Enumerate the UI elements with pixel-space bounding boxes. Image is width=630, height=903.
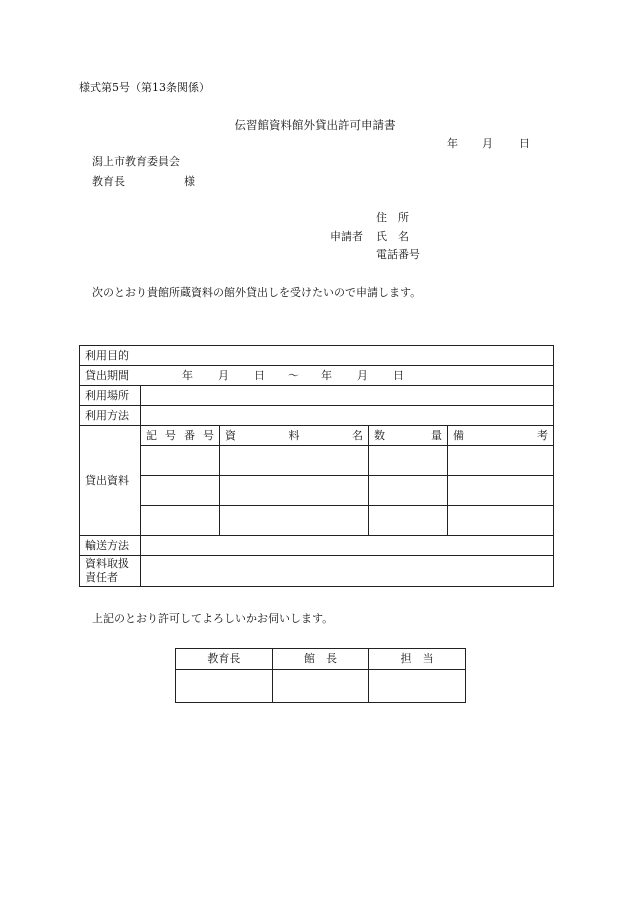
approval-header-row (176, 649, 466, 670)
place-label: 利用場所 (80, 386, 141, 406)
material-code-cell[interactable] (141, 506, 220, 536)
material-remarks-cell[interactable] (448, 506, 554, 536)
place-value[interactable] (141, 386, 554, 406)
closing-statement: 上記のとおり許可してよろしいかお伺いします。 (92, 612, 334, 625)
period-month-end: 月 (357, 368, 368, 382)
approval-table (175, 648, 466, 703)
date-month: 月 (482, 137, 493, 150)
material-quantity-cell[interactable] (369, 506, 448, 536)
transport-row (80, 536, 554, 556)
material-name-cell[interactable] (220, 506, 369, 536)
code-header-char: 号 (203, 428, 214, 442)
remarks-header (448, 426, 554, 446)
addressee-honorific: 様 (184, 175, 195, 188)
remarks-header-char: 備 (453, 428, 464, 442)
approval-header-director: 館 長 (272, 649, 369, 670)
quantity-header-char: 数 (374, 428, 385, 442)
material-quantity-cell[interactable] (369, 476, 448, 506)
approval-seal-director[interactable] (272, 670, 369, 703)
applicant-address-label: 住 所 (376, 211, 409, 224)
addressee-title (92, 175, 195, 189)
material-name-cell[interactable] (220, 476, 369, 506)
purpose-label: 利用目的 (80, 346, 554, 366)
period-row (80, 366, 554, 386)
form-reference: 様式第5号（第13条関係） (79, 81, 210, 94)
code-header-char: 記 (146, 428, 157, 442)
name-header-char: 料 (288, 428, 300, 442)
applicant-name-label: 氏 名 (376, 230, 409, 243)
code-header-char: 番 (184, 428, 195, 442)
applicant-phone-label: 電話番号 (376, 248, 420, 261)
period-cell (80, 366, 554, 386)
handler-value[interactable] (141, 556, 554, 587)
handler-label-line1: 資料取扱 (85, 557, 129, 570)
code-header-char: 号 (165, 428, 176, 442)
material-name-header (220, 426, 369, 446)
purpose-row (80, 346, 554, 366)
method-label: 利用方法 (80, 406, 141, 426)
code-header (141, 426, 220, 446)
material-remarks-cell[interactable] (448, 476, 554, 506)
name-header-char: 名 (352, 428, 363, 442)
date-line (447, 137, 530, 151)
method-row (80, 406, 554, 426)
material-quantity-cell[interactable] (369, 446, 448, 476)
period-month-start: 月 (218, 368, 229, 382)
period-day-end: 日 (393, 368, 404, 382)
period-year-start: 年 (182, 368, 193, 382)
addressee-position: 教育長 (92, 175, 125, 188)
method-value[interactable] (141, 406, 554, 426)
period-label: 貸出期間 (85, 368, 129, 382)
materials-label: 貸出資料 (80, 426, 141, 536)
intro-statement: 次のとおり貴館所蔵資料の館外貸出しを受けたいので申請します。 (92, 286, 422, 299)
approval-seal-row (176, 670, 466, 703)
materials-header-row (80, 426, 554, 446)
quantity-header-char: 量 (431, 428, 442, 442)
document-title: 伝習館資料館外貸出許可申請書 (234, 118, 396, 132)
period-tilde: ～ (288, 368, 299, 382)
approval-header-staff: 担 当 (369, 649, 466, 670)
material-code-cell[interactable] (141, 446, 220, 476)
handler-label-line2: 責任者 (85, 571, 118, 584)
handler-label (80, 556, 141, 587)
remarks-header-char: 考 (537, 428, 549, 442)
material-row (80, 446, 554, 476)
approval-seal-staff[interactable] (369, 670, 466, 703)
quantity-header (369, 426, 448, 446)
addressee-organization: 潟上市教育委員会 (92, 155, 180, 168)
date-day: 日 (519, 137, 530, 150)
material-code-cell[interactable] (141, 476, 220, 506)
period-day-start: 日 (254, 368, 265, 382)
material-row (80, 476, 554, 506)
applicant-label: 申請者 (330, 230, 363, 243)
handler-row (80, 556, 554, 587)
material-row (80, 506, 554, 536)
transport-value[interactable] (141, 536, 554, 556)
place-row (80, 386, 554, 406)
name-header-char: 資 (225, 428, 236, 442)
loan-application-table (79, 345, 554, 587)
approval-header-superintendent: 教育長 (176, 649, 273, 670)
approval-seal-superintendent[interactable] (176, 670, 273, 703)
period-year-end: 年 (321, 368, 332, 382)
material-name-cell[interactable] (220, 446, 369, 476)
material-remarks-cell[interactable] (448, 446, 554, 476)
transport-label: 輸送方法 (80, 536, 141, 556)
date-year: 年 (447, 137, 458, 150)
